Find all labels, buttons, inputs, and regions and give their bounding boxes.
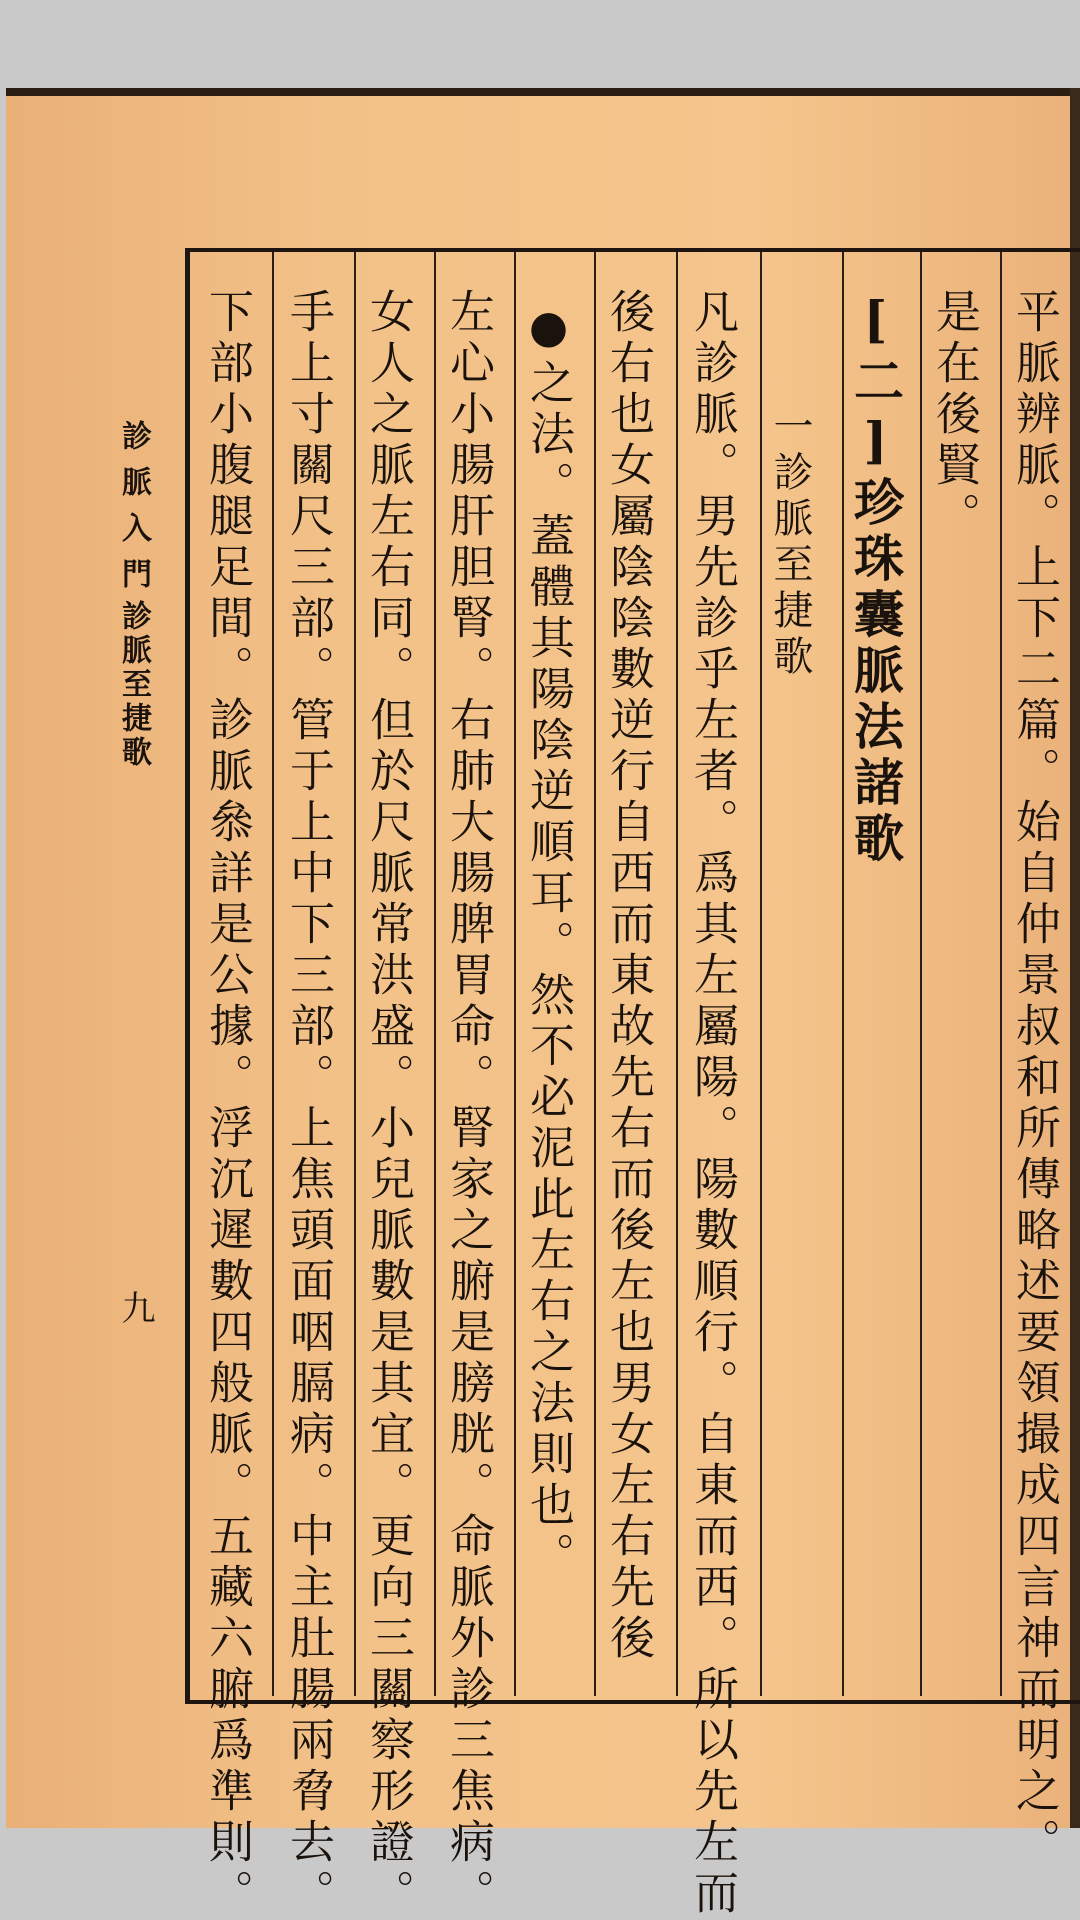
text-column-5 [522, 300, 575, 1583]
text-column-6: 左心小腸肝胆腎。右肺大腸脾胃命。腎家之腑是膀胱。命脈外診三焦病。 [442, 288, 495, 1920]
page-number: 九 [115, 1290, 155, 1324]
column-rule [514, 252, 516, 1696]
book-title: 診脈入門 [116, 420, 151, 604]
column-rule [272, 252, 274, 1696]
text-column-2: 是在後賢。 [928, 288, 981, 543]
column-rule [676, 252, 678, 1696]
column-rule [842, 252, 844, 1696]
text-column-8: 手上寸關尺三部。管于上中下三部。上焦頭面咽膈病。中主肚腸兩脅去。 [282, 288, 335, 1920]
text-column-7: 女人之脈左右同。但於尺脈常洪盛。小兒脈數是其宜。更向三關察形證。 [362, 288, 415, 1920]
page-top-edge [6, 88, 1078, 96]
column-rule [1000, 252, 1002, 1696]
column-rule [594, 252, 596, 1696]
bullet-mark: ● [522, 300, 575, 359]
column-rule [354, 252, 356, 1696]
text-column-3: 凡診脈。男先診乎左者。爲其左屬陽。陽數順行。自東而西。所以先左而 [686, 288, 739, 1920]
text-column-5-text: 之法。蓋體其陽陰逆順耳。然不必泥此左右之法則也。 [522, 359, 575, 1583]
running-section-title: 診脈至捷歌 [116, 600, 151, 770]
subheading: 一診脈至捷歌 [767, 405, 813, 681]
text-column-9: 下部小腹腿足間。診脈叅詳是公據。浮沉遲數四般脈。五藏六腑爲準則。 [201, 288, 254, 1920]
section-heading: [二]珍珠囊脈法諸歌 [846, 290, 905, 868]
text-column-1: 平脈辨脈。上下二篇。始自仲景叔和所傳略述要領撮成四言神而明之。 [1008, 288, 1061, 1869]
column-rule [760, 252, 762, 1696]
column-rule [920, 252, 922, 1696]
text-column-4: 後右也女屬陰陰數逆行自西而東故先右而後左也男女左右先後 [602, 288, 655, 1665]
column-rule [434, 252, 436, 1696]
